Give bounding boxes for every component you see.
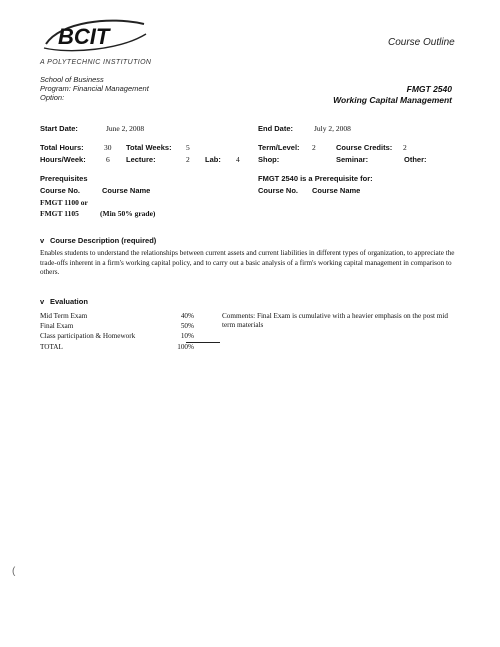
seminar-label: Seminar:: [336, 155, 369, 164]
prereq-for-col-course-no: Course No.: [258, 186, 299, 195]
document-title: Course Outline: [388, 37, 455, 48]
term-level-label: Term/Level:: [258, 143, 300, 152]
evaluation-item-participation: Class participation & Homework: [40, 332, 136, 340]
evaluation-bullet: v: [40, 297, 45, 306]
bcit-logo: [40, 14, 150, 60]
option-label: Option:: [40, 93, 65, 102]
start-date-value: June 2, 2008: [106, 124, 145, 133]
other-label: Other:: [404, 155, 427, 164]
evaluation-item-midterm: Mid Term Exam: [40, 312, 88, 320]
lab-label: Lab:: [205, 155, 221, 164]
prereq-col-course-no: Course No.: [40, 186, 81, 195]
course-credits-label: Course Credits:: [336, 143, 393, 152]
margin-mark: (: [12, 566, 16, 577]
logo-text: BCIT: [58, 24, 110, 49]
evaluation-pct-total: 100%: [177, 343, 194, 351]
evaluation-comments: Comments: Final Exam is cumulative with a heavier emphasis on the post mid term materials: [222, 312, 448, 329]
lecture-value: 2: [186, 155, 190, 164]
hours-week-label: Hours/Week:: [40, 155, 86, 164]
course-heading: [300, 84, 452, 106]
total-hours-label: Total Hours:: [40, 143, 84, 152]
prereq-for-col-course-name: Course Name: [312, 186, 361, 195]
prerequisites-heading: Prerequisites: [40, 174, 88, 183]
course-name: Working Capital Management: [333, 95, 452, 105]
hours-week-value: 6: [106, 155, 110, 164]
evaluation-heading: Evaluation: [50, 297, 88, 306]
program-name: Program: Financial Management: [40, 84, 149, 93]
shop-label: Shop:: [258, 155, 280, 164]
description-text: Enables students to understand the relationships between current assets and current liabilities in different types of organization, to appreciate the trade-offs inherent in a firm's working capital policy, and to carry out a basic analysis of a firm's working capital management in comparison to others.: [40, 249, 455, 276]
course-credits-value: 2: [403, 143, 407, 152]
prereq-line-1: FMGT 1100 or: [40, 198, 88, 207]
start-date-label: Start Date:: [40, 124, 78, 133]
prereq-line-2-code: FMGT 1105: [40, 209, 79, 218]
school-info: [40, 75, 149, 102]
school-name: School of Business: [40, 75, 104, 84]
end-date-value: July 2, 2008: [314, 124, 351, 133]
lab-value: 4: [236, 155, 240, 164]
total-weeks-label: Total Weeks:: [126, 143, 172, 152]
course-code: FMGT 2540: [406, 84, 452, 94]
bcit-logo-graphic: [40, 14, 150, 60]
term-level-value: 2: [312, 143, 316, 152]
tagline: A POLYTECHNIC INSTITUTION: [40, 59, 152, 66]
evaluation-item-total: TOTAL: [40, 343, 63, 351]
prereq-col-course-name: Course Name: [102, 186, 151, 195]
prereq-for-heading: FMGT 2540 is a Prerequisite for:: [258, 174, 373, 183]
evaluation-pct-midterm: 40%: [180, 312, 194, 320]
end-date-label: End Date:: [258, 124, 294, 133]
evaluation-pct-final: 50%: [180, 322, 194, 330]
evaluation-pct-participation: 10%: [180, 332, 194, 340]
total-hours-value: 30: [104, 143, 112, 152]
total-weeks-value: 5: [186, 143, 190, 152]
lecture-label: Lecture:: [126, 155, 156, 164]
prereq-line-2-note: (Min 50% grade): [100, 209, 156, 218]
evaluation-item-final: Final Exam: [40, 322, 74, 330]
description-heading: Course Description (required): [50, 236, 157, 245]
description-bullet: v: [40, 236, 45, 245]
